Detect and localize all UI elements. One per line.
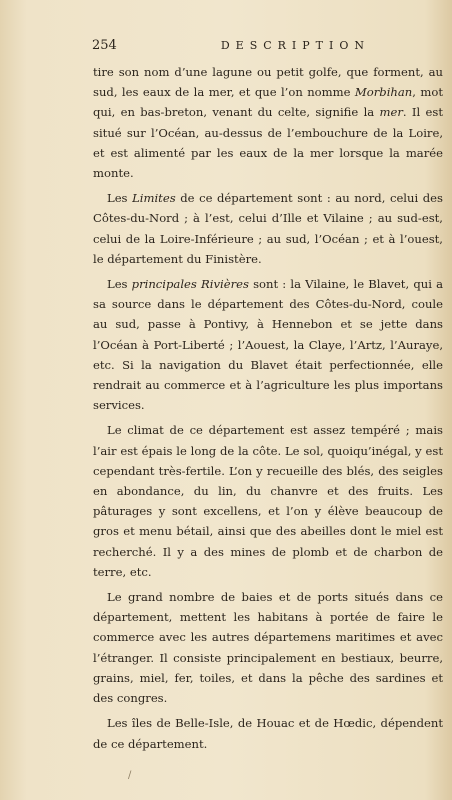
text-run: de ce département sont : au nord, celui des Côtes-du-Nord ; à l’est, celui d’Ille et Vilaine ; au sud-est, celui de la Loire-Inférieure ; au sud, l’Océan ; et à l’ouest, le département du Finistère. (93, 191, 443, 266)
footer-mark: / (128, 770, 132, 781)
text-run: Les (107, 191, 133, 206)
text-run: Le grand nombre de baies et de ports situés dans ce département, mettent les habitans à portée de faire le commerce avec les autres départemens maritimes et avec l’étranger. Il consiste principalement en bestiaux, beurre, grains, miel, fer, toiles, et dans la pêche des sardines et des congres. (93, 590, 443, 706)
page-header (92, 38, 370, 53)
paragraph (93, 62, 443, 183)
page-body (93, 62, 443, 759)
text-run: Le climat de ce département est assez tempéré ; mais l’air est épais le long de la côte. Le sol, quoiqu’inégal, y est cependant très-fertile. L’on y recueille des blés, des seigles en abondance, du lin, du chanvre et des fruits. Les pâturages y sont excellens, et l’on y élève beaucoup de gros et menu bétail, ainsi que des abeilles dont le miel est recherché. Il y a des mines de plomb et de charbon de terre, etc. (93, 423, 443, 579)
paragraph (93, 188, 443, 269)
running-title: DESCRIPTION (220, 39, 370, 52)
page-number: 254 (92, 38, 117, 53)
italic-text: Morbihan (354, 85, 413, 100)
paragraph (93, 713, 443, 753)
paragraph (93, 420, 443, 582)
text-run: Les (107, 277, 132, 292)
italic-text: mer (379, 105, 403, 120)
paragraph (93, 274, 443, 415)
paragraph (93, 587, 443, 708)
text-run: tire son nom d’une lagune ou petit golfe, que forment, au sud, les eaux de la mer, et que l’on nomme (93, 65, 443, 100)
italic-text: principales Rivières (131, 277, 249, 292)
text-run: . Il est situé sur l’Océan, au-dessus de l’embouchure de la Loire, et est alimenté par les eaux de la mer lorsque la marée monte. (93, 105, 443, 181)
text-run: , mot qui, en bas-breton, venant du celte, signifie la (93, 85, 443, 120)
italic-text: Limites (132, 191, 176, 206)
text-run: sont : la Vilaine, le Blavet, qui a sa source dans le département des Côtes-du-Nord, coule au sud, passe à Pontivy, à Hennebon et se jette dans l’Océan à Port-Liberté ; l’Aouest, la Claye, l’Artz, l’Auraye, etc. Si la navigation du Blavet était perfectionnée, elle rendrait au commerce et à l’agriculture les plus importans services. (93, 277, 443, 413)
text-run: Les îles de Belle-Isle, de Houac et de Hœdic, dépendent de ce département. (93, 716, 443, 751)
